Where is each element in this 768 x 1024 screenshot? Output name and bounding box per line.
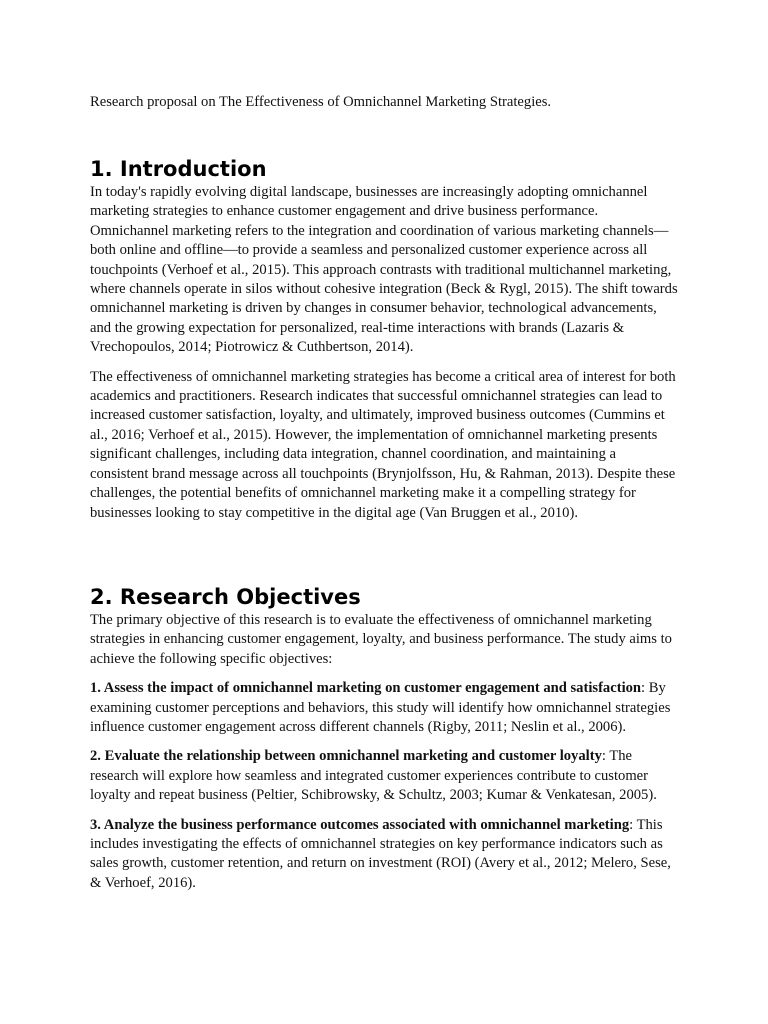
objective-item-2 <box>90 747 678 805</box>
objective-item-3 <box>90 816 678 894</box>
document-title: Research proposal on The Effectiveness of Omnichannel Marketing Strategies. <box>90 94 552 110</box>
objective-item-1-text: : By examining customer perceptions and behaviors, this study will identify how omnichannel strategies influence customer engagement across different channels (Rigby, 2011; Neslin et al., 2006). <box>90 680 671 736</box>
objectives-intro: The primary objective of this research is to evaluate the effectiveness of omnichannel marketing strategies in enhancing customer engagement, loyalty, and business performance. The study aims to achieve the following specific objectives: <box>90 612 672 667</box>
introduction-paragraph-2: The effectiveness of omnichannel marketing strategies has become a critical area of interest for both academics and practitioners. Research indicates that successful omnichannel strategies can lead to increased customer satisfaction, loyalty, and ultimately, improved business outcomes (Cummins et al., 2016; Verhoef et al., 2015). However, the implementation of omnichannel marketing presents significant challenges, including data integration, channel coordination, and maintaining a consistent brand message across all touchpoints (Brynjolfsson, Hu, & Rahman, 2013). Despite these challenges, the potential benefits of omnichannel marketing make it a compelling strategy for businesses looking to stay competitive in the digital age (Van Bruggen et al., 2010). <box>90 368 676 521</box>
introduction-section <box>90 155 678 533</box>
objective-item-1-title: 1. Assess the impact of omnichannel marketing on customer engagement and satisfaction <box>90 680 642 697</box>
objectives-heading: 2. Research Objectives <box>90 585 361 609</box>
objective-item-2-text: : The research will explore how seamless and integrated customer experiences contribute to customer loyalty and repeat business (Peltier, Schibrowsky, & Schultz, 2003; Kumar & Venkatesan, 2005). <box>90 748 657 804</box>
introduction-paragraph-1: In today's rapidly evolving digital landscape, businesses are increasingly adopting omnichannel marketing strategies to enhance customer engagement and drive business performance. Omnichannel marketing refers to the integration and coordination of various marketing channels—both online and offline—to provide a seamless and personalized customer experience across all touchpoints (Verhoef et al., 2015). This approach contrasts with traditional multichannel marketing, where channels operate in silos without cohesive integration (Beck & Rygl, 2015). The shift towards omnichannel marketing is driven by changes in consumer behavior, technological advancements, and the growing expectation for personalized, real-time interactions with brands (Lazaris & Vrechopoulos, 2014; Piotrowicz & Cuthbertson, 2014). <box>90 184 678 356</box>
introduction-heading: 1. Introduction <box>90 157 267 181</box>
objective-item-2-title: 2. Evaluate the relationship between omnichannel marketing and customer loyalty <box>90 748 602 765</box>
objectives-section <box>90 583 678 903</box>
objective-item-3-title: 3. Analyze the business performance outcomes associated with omnichannel marketing <box>90 816 630 833</box>
objective-item-1 <box>90 679 678 737</box>
objective-item-3-text: : This includes investigating the effects of omnichannel strategies on key performance indicators such as sales growth, customer retention, and return on investment (ROI) (Avery et al., 2012; Melero, Sese, & Verhoef, 2016). <box>90 816 671 891</box>
